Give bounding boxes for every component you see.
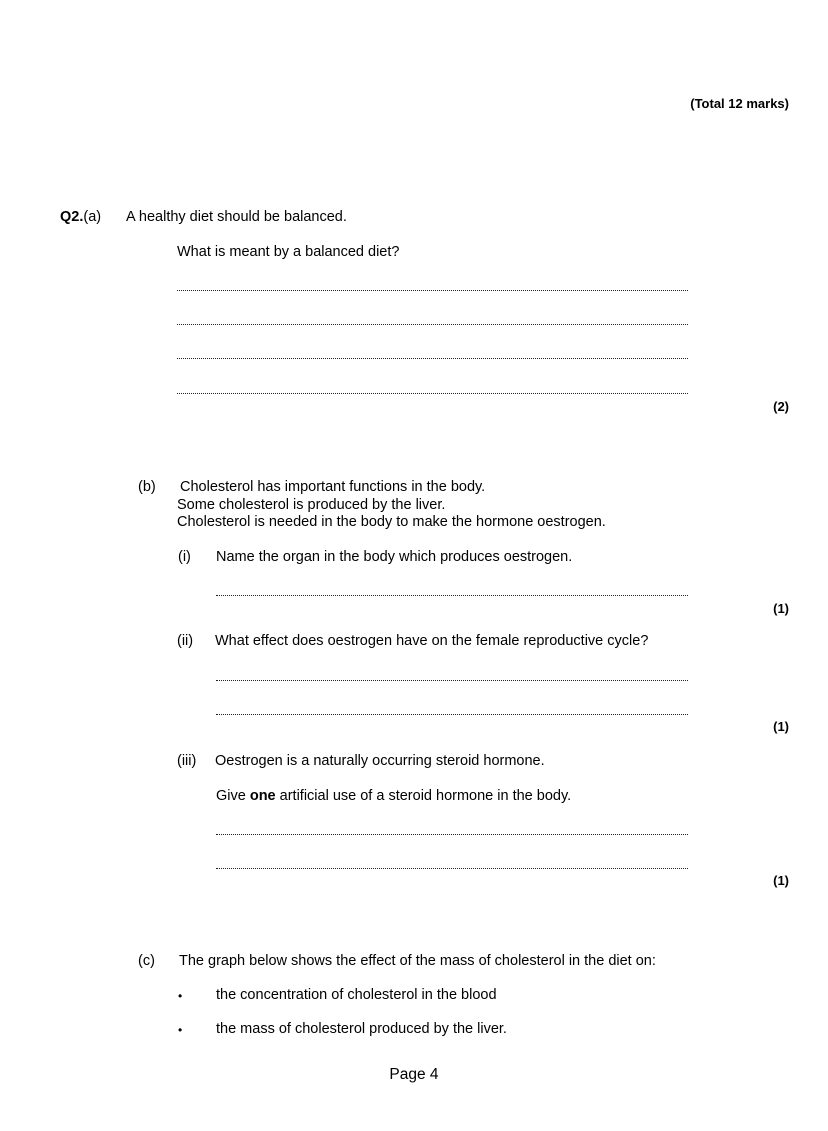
part-c-bullet-2: the mass of cholesterol produced by the liver. xyxy=(216,1021,507,1037)
answer-line-a-2[interactable] xyxy=(177,324,688,325)
sub-i-prompt: Name the organ in the body which produces oestrogen. xyxy=(216,549,573,565)
part-b-line-3: Cholesterol is needed in the body to make the hormone oestrogen. xyxy=(177,514,606,530)
answer-line-b-ii-2[interactable] xyxy=(216,714,688,715)
part-b-line-1: Cholesterol has important functions in the body. xyxy=(180,479,486,495)
sub-i-label: (i) xyxy=(178,549,191,565)
sub-ii-marks: (1) xyxy=(773,719,789,734)
sub-iii-statement: Oestrogen is a naturally occurring steroid hormone. xyxy=(215,753,545,769)
page-number: Page 4 xyxy=(389,1066,439,1083)
answer-line-b-iii-2[interactable] xyxy=(216,868,688,869)
sub-iii-prompt xyxy=(216,788,571,804)
part-c-bullet-1: the concentration of cholesterol in the blood xyxy=(216,987,497,1003)
sub-iii-prompt-emphasis: one xyxy=(249,788,276,804)
total-marks: (Total 12 marks) xyxy=(690,96,789,111)
part-c-intro: The graph below shows the effect of the mass of cholesterol in the diet on: xyxy=(179,953,656,969)
part-b-line-2: Some cholesterol is produced by the liver. xyxy=(177,497,446,513)
part-c-label: (c) xyxy=(138,953,155,969)
sub-iii-prompt-post: artificial use of a steroid hormone in the body. xyxy=(275,788,572,804)
sub-iii-prompt-pre: Give xyxy=(216,788,250,804)
answer-line-b-ii-1[interactable] xyxy=(216,680,688,681)
part-a-prompt: What is meant by a balanced diet? xyxy=(177,244,400,260)
part-a-marks: (2) xyxy=(773,399,789,414)
question-part-a-label: (a) xyxy=(83,209,102,225)
sub-ii-prompt: What effect does oestrogen have on the female reproductive cycle? xyxy=(215,633,649,649)
part-b-label: (b) xyxy=(138,479,156,495)
sub-iii-label: (iii) xyxy=(177,753,197,769)
part-a-intro: A healthy diet should be balanced. xyxy=(126,209,347,225)
question-number xyxy=(60,209,101,225)
bullet-icon: • xyxy=(178,989,183,1003)
answer-line-a-1[interactable] xyxy=(177,290,688,291)
sub-iii-marks: (1) xyxy=(773,873,789,888)
answer-line-b-iii-1[interactable] xyxy=(216,834,688,835)
sub-ii-label: (ii) xyxy=(177,633,194,649)
answer-line-a-4[interactable] xyxy=(177,393,688,394)
sub-i-marks: (1) xyxy=(773,601,789,616)
bullet-icon: • xyxy=(178,1023,183,1037)
answer-line-a-3[interactable] xyxy=(177,358,688,359)
answer-line-b-i-1[interactable] xyxy=(216,595,688,596)
question-number-bold: Q2. xyxy=(60,209,84,225)
